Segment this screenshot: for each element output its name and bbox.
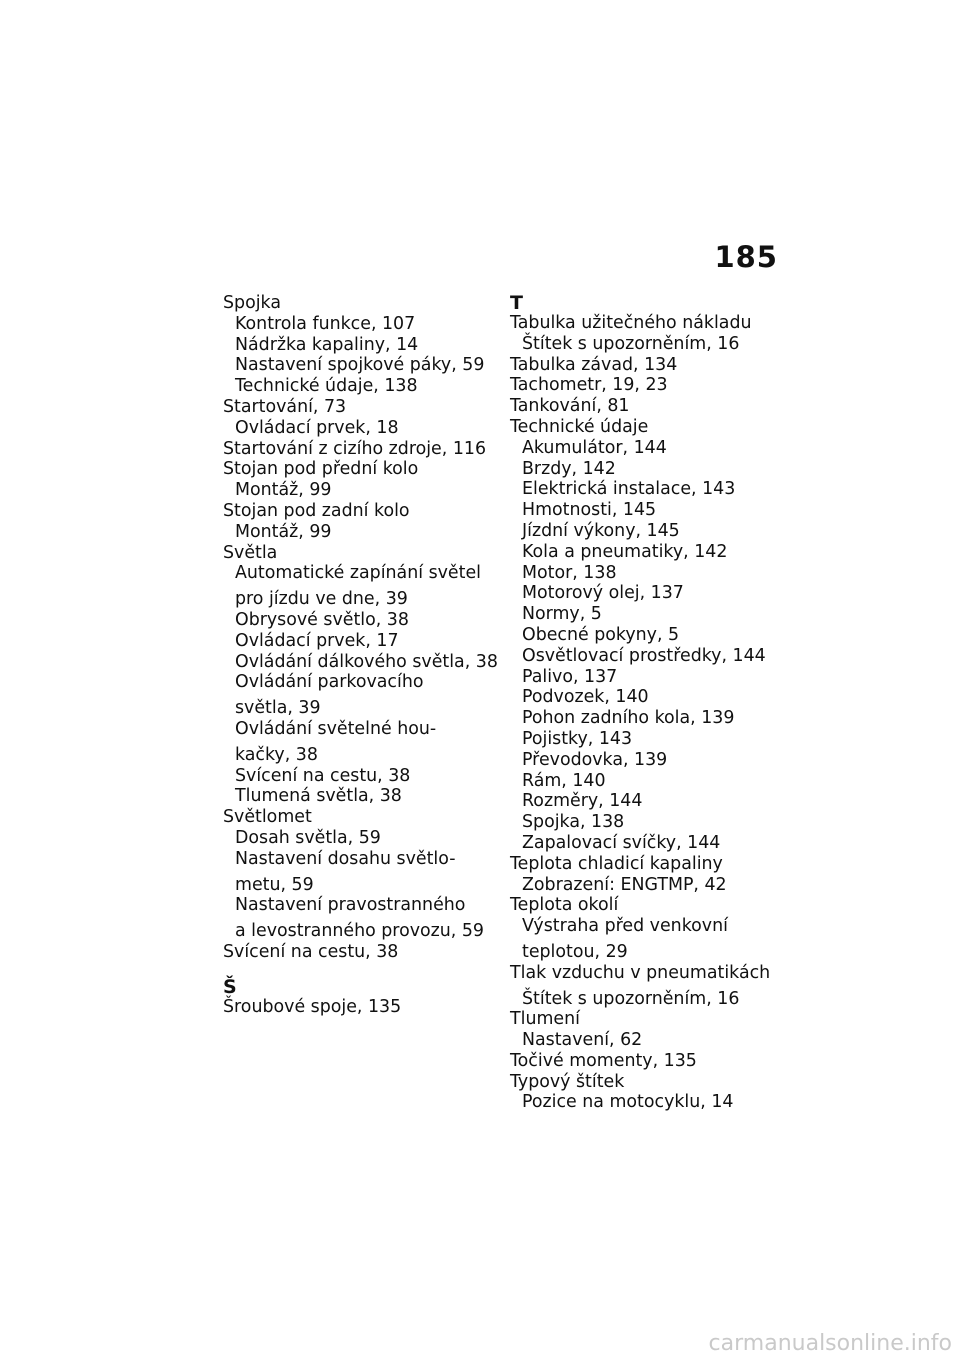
section-letter: T xyxy=(510,292,523,314)
page-number: 185 xyxy=(714,240,778,274)
index-subentry: Ovládání parkovacího xyxy=(235,672,424,693)
index-subentry: Kontrola funkce, 107 xyxy=(235,313,416,334)
index-subentry: Zapalovací svíčky, 144 xyxy=(522,832,721,853)
index-subentry: Nastavení spojkové páky, 59 xyxy=(235,355,485,376)
index-subentry: Svícení na cestu, 38 xyxy=(235,765,411,786)
index-subentry: Štítek s upozorněním, 16 xyxy=(522,988,740,1009)
index-subentry: Motorový olej, 137 xyxy=(522,583,684,604)
index-subentry: Montáž, 99 xyxy=(235,480,332,501)
index-subentry: Dosah světla, 59 xyxy=(235,827,381,848)
index-entry: Typový štítek xyxy=(510,1071,625,1092)
index-subentry: Normy, 5 xyxy=(522,604,602,625)
index-entry: Tabulka užitečného nákladu xyxy=(510,313,752,333)
index-entry: Stojan pod přední kolo xyxy=(223,459,419,480)
index-subentry: Ovládání dálkového světla, 38 xyxy=(235,651,498,672)
index-subentry: kačky, 38 xyxy=(235,744,318,765)
index-subentry: pro jízdu ve dne, 39 xyxy=(235,589,408,610)
index-subentry: Ovládání světelné hou- xyxy=(235,718,437,739)
index-subentry: Nastavení dosahu světlo- xyxy=(235,848,456,869)
index-entry: Světlomet xyxy=(223,807,312,828)
index-subentry: Rozměry, 144 xyxy=(522,791,643,812)
index-subentry: Pojistky, 143 xyxy=(522,728,633,749)
index-entry: Tankování, 81 xyxy=(510,396,630,417)
index-subentry: Technické údaje, 138 xyxy=(235,376,418,397)
index-subentry: Podvozek, 140 xyxy=(522,687,649,708)
index-subentry: Výstraha před venkovní xyxy=(522,916,728,937)
index-subentry: metu, 59 xyxy=(235,874,314,895)
index-column-right xyxy=(510,293,790,1113)
index-entry: Tachometr, 19, 23 xyxy=(510,375,668,396)
index-subentry: Obrysové světlo, 38 xyxy=(235,609,409,630)
index-entry: Šroubové spoje, 135 xyxy=(223,996,402,1017)
index-entry: Tlak vzduchu v pneumatikách xyxy=(510,962,771,983)
index-subentry: Pohon zadního kola, 139 xyxy=(522,708,735,729)
index-entry: Startování z cizího zdroje, 116 xyxy=(223,438,487,459)
index-subentry: Rám, 140 xyxy=(522,770,606,791)
index-entry: Stojan pod zadní kolo xyxy=(223,500,410,521)
index-subentry: Jízdní výkony, 145 xyxy=(522,520,680,541)
index-subentry: Montáž, 99 xyxy=(235,521,332,542)
index-subentry: Ovládací prvek, 18 xyxy=(235,417,399,438)
index-subentry: Automatické zapínání světel xyxy=(235,563,481,584)
index-subentry: Štítek s upozorněním, 16 xyxy=(522,333,740,354)
watermark-footer: carmanualsonline.info xyxy=(708,1331,952,1356)
index-subentry: Zobrazení: ENGTMP, 42 xyxy=(522,874,727,895)
index-subentry: Kola a pneumatiky, 142 xyxy=(522,541,728,562)
index-entry: Světla xyxy=(223,542,278,563)
index-subentry: Nastavení pravostranného xyxy=(235,895,466,916)
index-subentry: Převodovka, 139 xyxy=(522,749,668,770)
index-subentry: Brzdy, 142 xyxy=(522,458,616,479)
index-entry: Svícení na cestu, 38 xyxy=(223,941,399,962)
index-subentry: teplotou, 29 xyxy=(522,941,628,962)
index-entry: Tlumení xyxy=(510,1009,580,1030)
index-subentry: Obecné pokyny, 5 xyxy=(522,624,680,645)
index-entry: Spojka xyxy=(223,293,281,313)
index-entry: Teplota okolí xyxy=(510,895,619,916)
section-letter: Š xyxy=(223,975,237,998)
index-subentry: Akumulátor, 144 xyxy=(522,437,667,458)
section-gap xyxy=(223,963,493,977)
index-subentry: Nádržka kapaliny, 14 xyxy=(235,334,419,355)
index-subentry: Pozice na motocyklu, 14 xyxy=(522,1092,734,1113)
index-subentry: světla, 39 xyxy=(235,698,321,719)
index-entry: Technické údaje xyxy=(510,416,649,437)
index-column-left xyxy=(223,293,498,1018)
index-entry: Teplota chladicí kapaliny xyxy=(510,853,723,874)
index-entry: Startování, 73 xyxy=(223,396,347,417)
index-subentry: Elektrická instalace, 143 xyxy=(522,479,736,500)
index-subentry: Hmotnosti, 145 xyxy=(522,500,657,521)
index-subentry: Tlumená světla, 38 xyxy=(235,786,402,807)
index-subentry: Motor, 138 xyxy=(522,562,617,583)
index-subentry: Osvětlovací prostředky, 144 xyxy=(522,645,766,666)
index-subentry: Ovládací prvek, 17 xyxy=(235,630,399,651)
index-subentry: Nastavení, 62 xyxy=(522,1030,643,1051)
index-subentry: Spojka, 138 xyxy=(522,812,625,833)
index-subentry: Palivo, 137 xyxy=(522,666,618,687)
index-subentry: a levostranného provozu, 59 xyxy=(235,921,484,942)
index-entry: Tabulka závad, 134 xyxy=(510,354,678,375)
index-entry: Točivé momenty, 135 xyxy=(510,1050,697,1071)
